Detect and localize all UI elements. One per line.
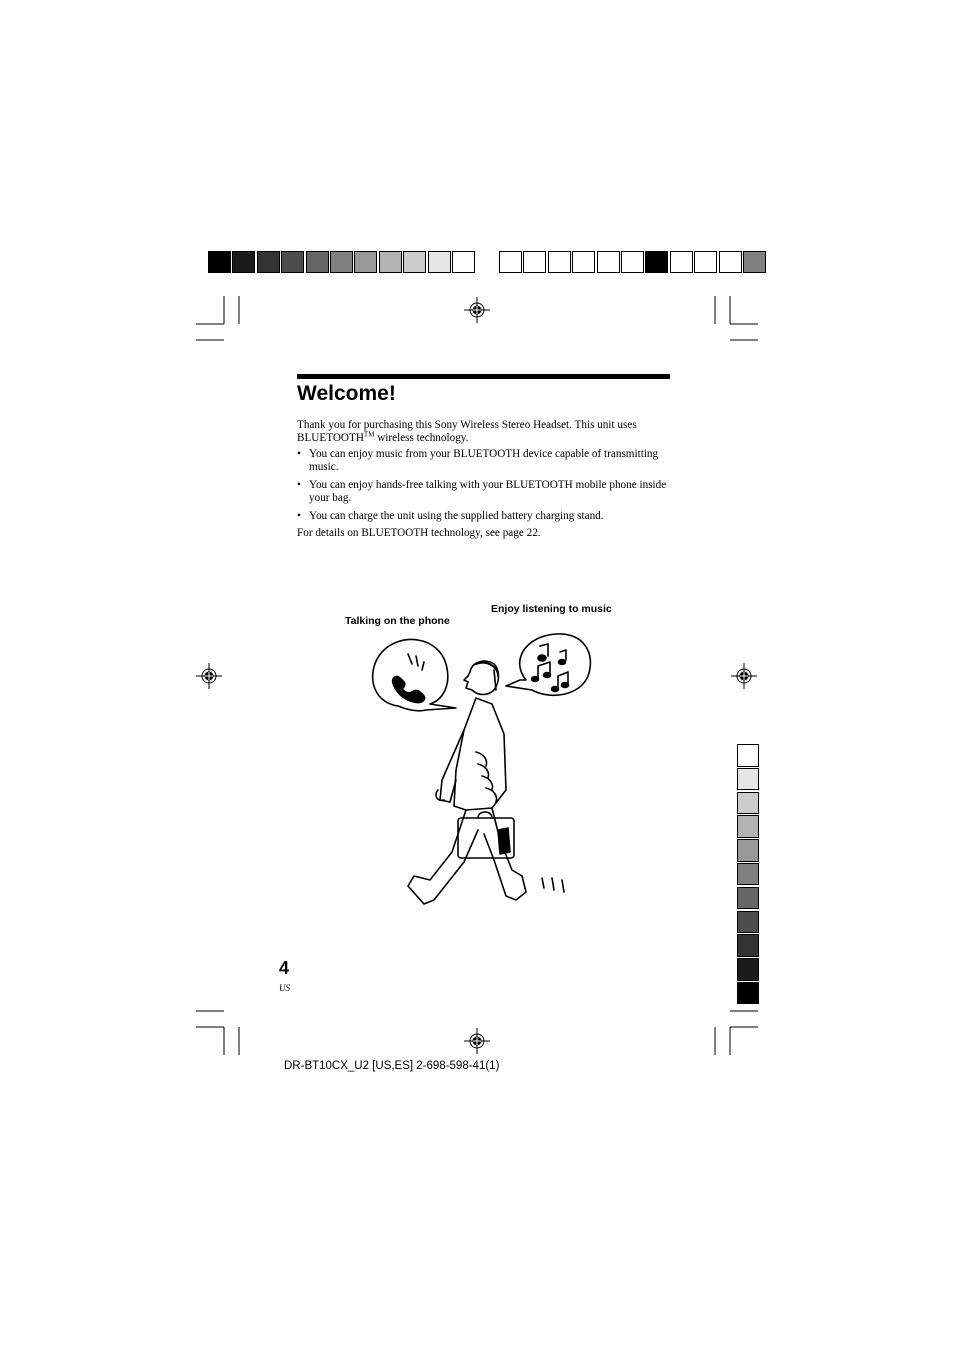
intro-paragraph: Thank you for purchasing this Sony Wireless Stereo Headset. This unit uses BLUETOOTH™ wireless technology.	[297, 419, 637, 444]
page-number: 4	[279, 958, 290, 978]
phone-label: Talking on the phone	[345, 615, 450, 627]
page-title: Welcome!	[297, 382, 396, 405]
list-item: • You can enjoy hands-free talking with your BLUETOOTH mobile phone inside your bag.	[297, 479, 672, 505]
music-label: Enjoy listening to music	[491, 603, 612, 615]
document-id: DR-BT10CX_U2 [US,ES] 2-698-598-41(1)	[284, 1060, 500, 1072]
walking-man-illustration	[360, 630, 620, 915]
music-bubble-icon	[506, 634, 590, 695]
page-region: US	[279, 983, 290, 993]
details-note: For details on BLUETOOTH technology, see page 22.	[297, 527, 541, 539]
list-item: • You can charge the unit using the supplied battery charging stand.	[297, 510, 672, 523]
heading-rule	[297, 374, 670, 379]
feature-list	[297, 448, 672, 528]
phone-bubble-icon	[373, 640, 456, 711]
list-item: • You can enjoy music from your BLUETOOTH device capable of transmitting music.	[297, 448, 672, 474]
